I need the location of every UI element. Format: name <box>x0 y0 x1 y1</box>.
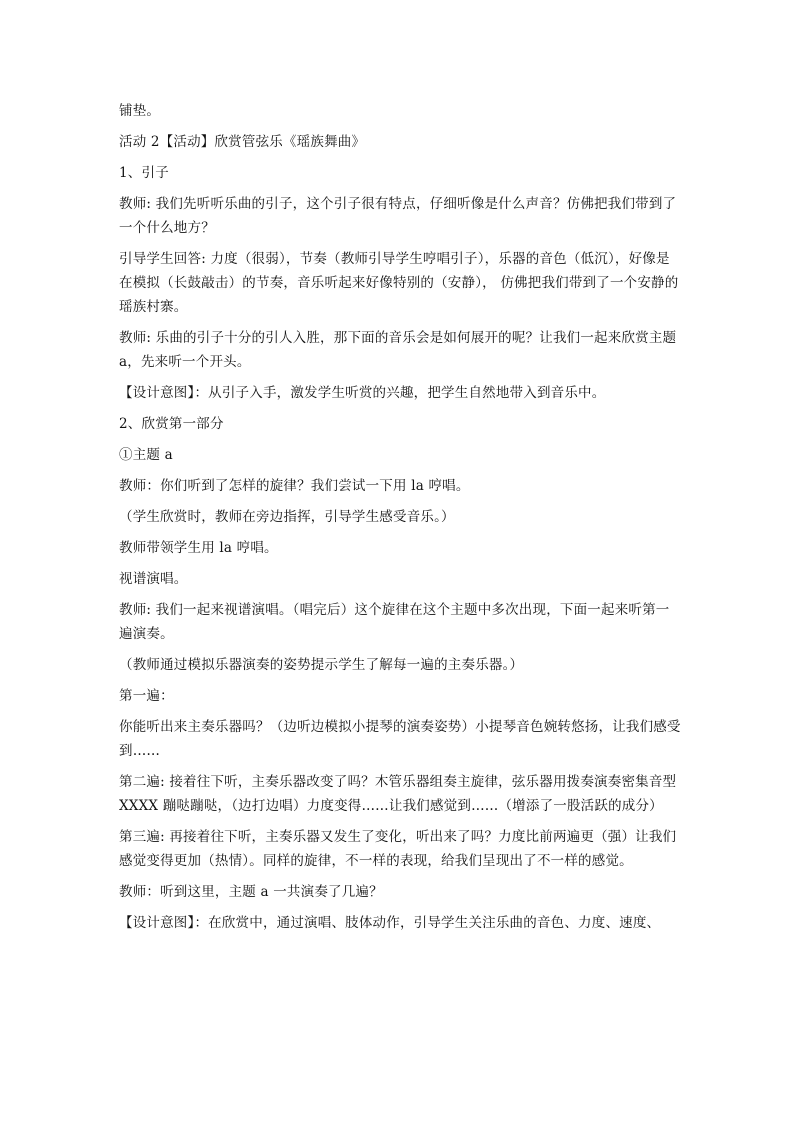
paragraph-second-pass: 第二遍: 接着往下听，主奏乐器改变了吗？木管乐器组奏主旋律，弦乐器用拨奏演奏密集音型 XXXX 蹦哒蹦哒，（边打边唱）力度变得……让我们感觉到……（增添了一股活跃的成分） <box>119 774 677 814</box>
paragraph-teacher-count: 教师：听到这里，主题 a 一共演奏了几遍？ <box>119 884 383 900</box>
section-heading-intro: 1、引子 <box>119 165 169 181</box>
paragraph-teacher-sight-sing: 教师: 我们一起来视谱演唱。（唱完后）这个旋律在这个主题中多次出现，下面一起来听第一遍演奏。 <box>119 602 670 642</box>
design-intent-2: 【设计意图】：在欣赏中，通过演唱、肢体动作，引导学生关注乐曲的音色、力度、速度、 <box>119 915 661 931</box>
paragraph-student-listen: （学生欣赏时，教师在旁边指挥，引导学生感受音乐。） <box>119 509 455 525</box>
paragraph-teacher-lead: 教师带领学生用 la 哼唱。 <box>119 540 278 556</box>
document-page <box>119 99 681 942</box>
paragraph-third-pass: 第三遍: 再接着往下听，主奏乐器又发生了变化，听出来了吗？力度比前两遍更（强）让我们感觉变得更加（热情）。同样的旋律，不一样的表现，给我们呈现出了不一样的感觉。 <box>119 829 677 869</box>
design-intent-1: 【设计意图】：从引子入手，激发学生听赏的兴趣，把学生自然地带入到音乐中。 <box>119 385 606 401</box>
paragraph-1: 铺垫。 <box>119 103 161 119</box>
paragraph-first-pass: 你能听出来主奏乐器吗？（边听边模拟小提琴的演奏姿势）小提琴音色婉转悠扬，让我们感受到…… <box>119 719 681 759</box>
theme-a-heading: ①主题 a <box>119 447 173 463</box>
paragraph-first-pass-label: 第一遍： <box>119 688 174 704</box>
paragraph-guided-answer: 引导学生回答: 力度（很弱），节奏（教师引导学生哼唱引子），乐器的音色（低沉），好像是在模拟（长鼓敲击）的节奏，音乐听起来好像特别的（安静）， 仿佛把我们带到了一个安静的瑶族村寨。 <box>119 251 679 315</box>
paragraph-sight-sing: 视谱演唱。 <box>119 571 188 587</box>
section-heading-part-one: 2、欣赏第一部分 <box>119 416 224 432</box>
paragraph-teacher-transition: 教师: 乐曲的引子十分的引人入胜，那下面的音乐会是如何展开的呢？让我们一起来欣赏主题 a，先来听一个开头。 <box>119 330 677 370</box>
paragraph-teacher-hint: （教师通过模拟乐器演奏的姿势提示学生了解每一遍的主奏乐器。） <box>119 657 524 673</box>
activity-heading: 活动 2【活动】欣赏管弦乐《瑶族舞曲》 <box>119 134 366 150</box>
paragraph-teacher-question: 教师: 我们先听听乐曲的引子，这个引子很有特点，仔细听像是什么声音？仿佛把我们带到了一个什么地方？ <box>119 196 677 236</box>
paragraph-teacher-hum: 教师：你们听到了怎样的旋律？我们尝试一下用 la 哼唱。 <box>119 478 470 494</box>
